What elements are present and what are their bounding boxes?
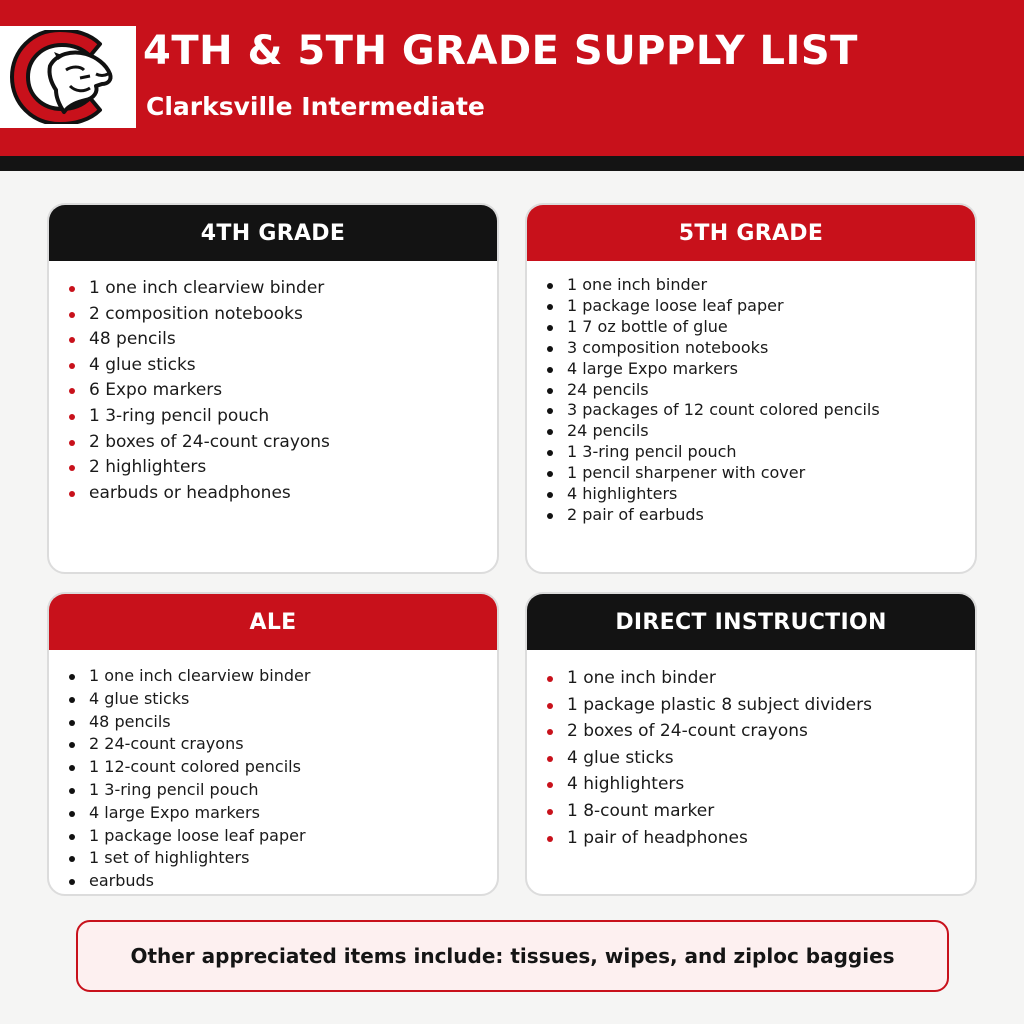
- bullet-icon: [547, 283, 553, 289]
- list-item: [49, 779, 497, 802]
- bullet-icon: [69, 674, 75, 680]
- other-items-note: Other appreciated items include: tissues, wipes, and ziploc baggies: [76, 920, 949, 992]
- list-item-label: earbuds: [89, 871, 155, 891]
- supply-list: [527, 261, 975, 526]
- list-item-label: 4 large Expo markers: [567, 358, 738, 378]
- bullet-icon: [547, 703, 553, 709]
- bullet-icon: [547, 325, 553, 331]
- list-item-label: earbuds or headphones: [89, 482, 291, 503]
- list-item-label: 1 pair of headphones: [567, 827, 748, 848]
- list-item: [49, 665, 497, 688]
- list-item-label: 4 glue sticks: [567, 747, 674, 768]
- card-title: 4TH GRADE: [49, 205, 497, 261]
- list-item-label: 1 3-ring pencil pouch: [567, 442, 737, 462]
- school-logo: [0, 26, 136, 128]
- bullet-icon: [547, 304, 553, 310]
- bullet-icon: [69, 286, 75, 292]
- list-item: [527, 484, 975, 505]
- list-item-label: 4 glue sticks: [89, 354, 196, 375]
- list-item: [527, 771, 975, 798]
- list-item-label: 2 pair of earbuds: [567, 504, 704, 524]
- bullet-icon: [69, 388, 75, 394]
- list-item: [49, 733, 497, 756]
- card-title: ALE: [49, 594, 497, 650]
- bullet-icon: [547, 388, 553, 394]
- list-item: [527, 665, 975, 692]
- school-name: Clarksville Intermediate: [146, 92, 485, 121]
- card-4th-grade: [47, 203, 499, 574]
- list-item-label: 2 highlighters: [89, 457, 207, 478]
- list-item-label: 2 boxes of 24-count crayons: [89, 431, 330, 452]
- list-item: [49, 756, 497, 779]
- list-item: [49, 847, 497, 870]
- bullet-icon: [69, 879, 75, 885]
- list-item-label: 4 highlighters: [567, 484, 678, 504]
- list-item-label: 3 composition notebooks: [567, 337, 769, 357]
- list-item: [49, 404, 497, 430]
- list-item: [527, 463, 975, 484]
- list-item-label: 2 boxes of 24-count crayons: [567, 721, 808, 742]
- header-divider: [0, 156, 1024, 171]
- bullet-icon: [547, 513, 553, 519]
- bullet-icon: [69, 465, 75, 471]
- bullet-icon: [547, 836, 553, 842]
- list-item-label: 1 3-ring pencil pouch: [89, 779, 259, 799]
- list-item-label: 1 package plastic 8 subject dividers: [567, 694, 872, 715]
- supply-list: [49, 261, 497, 506]
- list-item: [527, 718, 975, 745]
- bullet-icon: [69, 491, 75, 497]
- bullet-icon: [69, 856, 75, 862]
- list-item: [49, 481, 497, 507]
- bullet-icon: [69, 811, 75, 817]
- bullet-icon: [547, 450, 553, 456]
- list-item-label: 2 composition notebooks: [89, 303, 303, 324]
- list-item: [527, 505, 975, 526]
- list-item: [527, 317, 975, 338]
- list-item: [49, 870, 497, 893]
- supply-list: [49, 650, 497, 893]
- list-item-label: 4 glue sticks: [89, 688, 190, 708]
- bullet-icon: [547, 429, 553, 435]
- list-item: [527, 296, 975, 317]
- supply-list: [527, 650, 975, 851]
- list-item-label: 48 pencils: [89, 329, 176, 350]
- bullet-icon: [69, 697, 75, 703]
- bullet-icon: [69, 363, 75, 369]
- bullet-icon: [69, 414, 75, 420]
- page-header: [0, 0, 1024, 156]
- list-item-label: 2 24-count crayons: [89, 734, 244, 754]
- bullet-icon: [69, 440, 75, 446]
- list-item-label: 1 one inch clearview binder: [89, 666, 311, 685]
- list-item: [49, 276, 497, 302]
- bullet-icon: [547, 729, 553, 735]
- card-title: DIRECT INSTRUCTION: [527, 594, 975, 650]
- list-item-label: 1 12-count colored pencils: [89, 757, 301, 777]
- list-item-label: 6 Expo markers: [89, 380, 223, 401]
- list-item: [49, 430, 497, 456]
- list-item-label: 4 highlighters: [567, 774, 685, 795]
- cougar-c-logo-icon: [10, 30, 116, 124]
- list-item: [49, 825, 497, 848]
- card-title: 5TH GRADE: [527, 205, 975, 261]
- list-item: [49, 688, 497, 711]
- bullet-icon: [547, 367, 553, 373]
- card-direct-instruction: [525, 592, 977, 896]
- bullet-icon: [69, 834, 75, 840]
- bullet-icon: [547, 809, 553, 815]
- list-item: [527, 380, 975, 401]
- bullet-icon: [69, 765, 75, 771]
- list-item: [527, 338, 975, 359]
- bullet-icon: [547, 346, 553, 352]
- bullet-icon: [547, 471, 553, 477]
- list-item-label: 1 package loose leaf paper: [567, 295, 784, 315]
- list-item: [527, 400, 975, 421]
- list-item: [527, 421, 975, 442]
- list-item-label: 24 pencils: [567, 379, 649, 399]
- bullet-icon: [69, 337, 75, 343]
- bullet-icon: [69, 788, 75, 794]
- bullet-icon: [547, 676, 553, 682]
- list-item: [49, 455, 497, 481]
- list-item-label: 3 packages of 12 count colored pencils: [567, 400, 880, 420]
- list-item: [49, 378, 497, 404]
- list-item: [527, 825, 975, 852]
- list-item: [527, 442, 975, 463]
- list-item-label: 1 package loose leaf paper: [89, 825, 306, 845]
- card-ale: [47, 592, 499, 896]
- list-item: [527, 798, 975, 825]
- list-item-label: 1 one inch clearview binder: [89, 278, 325, 298]
- list-item: [49, 327, 497, 353]
- list-item: [49, 711, 497, 734]
- list-item-label: 1 3-ring pencil pouch: [89, 405, 270, 426]
- bullet-icon: [547, 782, 553, 788]
- bullet-icon: [69, 312, 75, 318]
- bullet-icon: [547, 756, 553, 762]
- page-title: 4TH & 5TH GRADE SUPPLY LIST: [143, 28, 858, 74]
- list-item-label: 24 pencils: [567, 421, 649, 441]
- list-item: [49, 802, 497, 825]
- list-item: [49, 302, 497, 328]
- list-item-label: 48 pencils: [89, 711, 171, 731]
- bullet-icon: [69, 720, 75, 726]
- list-item-label: 4 large Expo markers: [89, 802, 260, 822]
- list-item: [527, 692, 975, 719]
- list-item: [527, 275, 975, 296]
- list-item-label: 1 one inch binder: [567, 668, 716, 688]
- list-item: [49, 353, 497, 379]
- list-item-label: 1 one inch binder: [567, 275, 708, 294]
- list-item-label: 1 pencil sharpener with cover: [567, 463, 806, 483]
- card-5th-grade: [525, 203, 977, 574]
- list-item-label: 1 set of highlighters: [89, 848, 250, 868]
- list-item-label: 1 7 oz bottle of glue: [567, 316, 728, 336]
- list-item-label: 1 8-count marker: [567, 800, 715, 821]
- bullet-icon: [547, 408, 553, 414]
- bullet-icon: [69, 742, 75, 748]
- list-item: [527, 745, 975, 772]
- bullet-icon: [547, 492, 553, 498]
- list-item: [527, 359, 975, 380]
